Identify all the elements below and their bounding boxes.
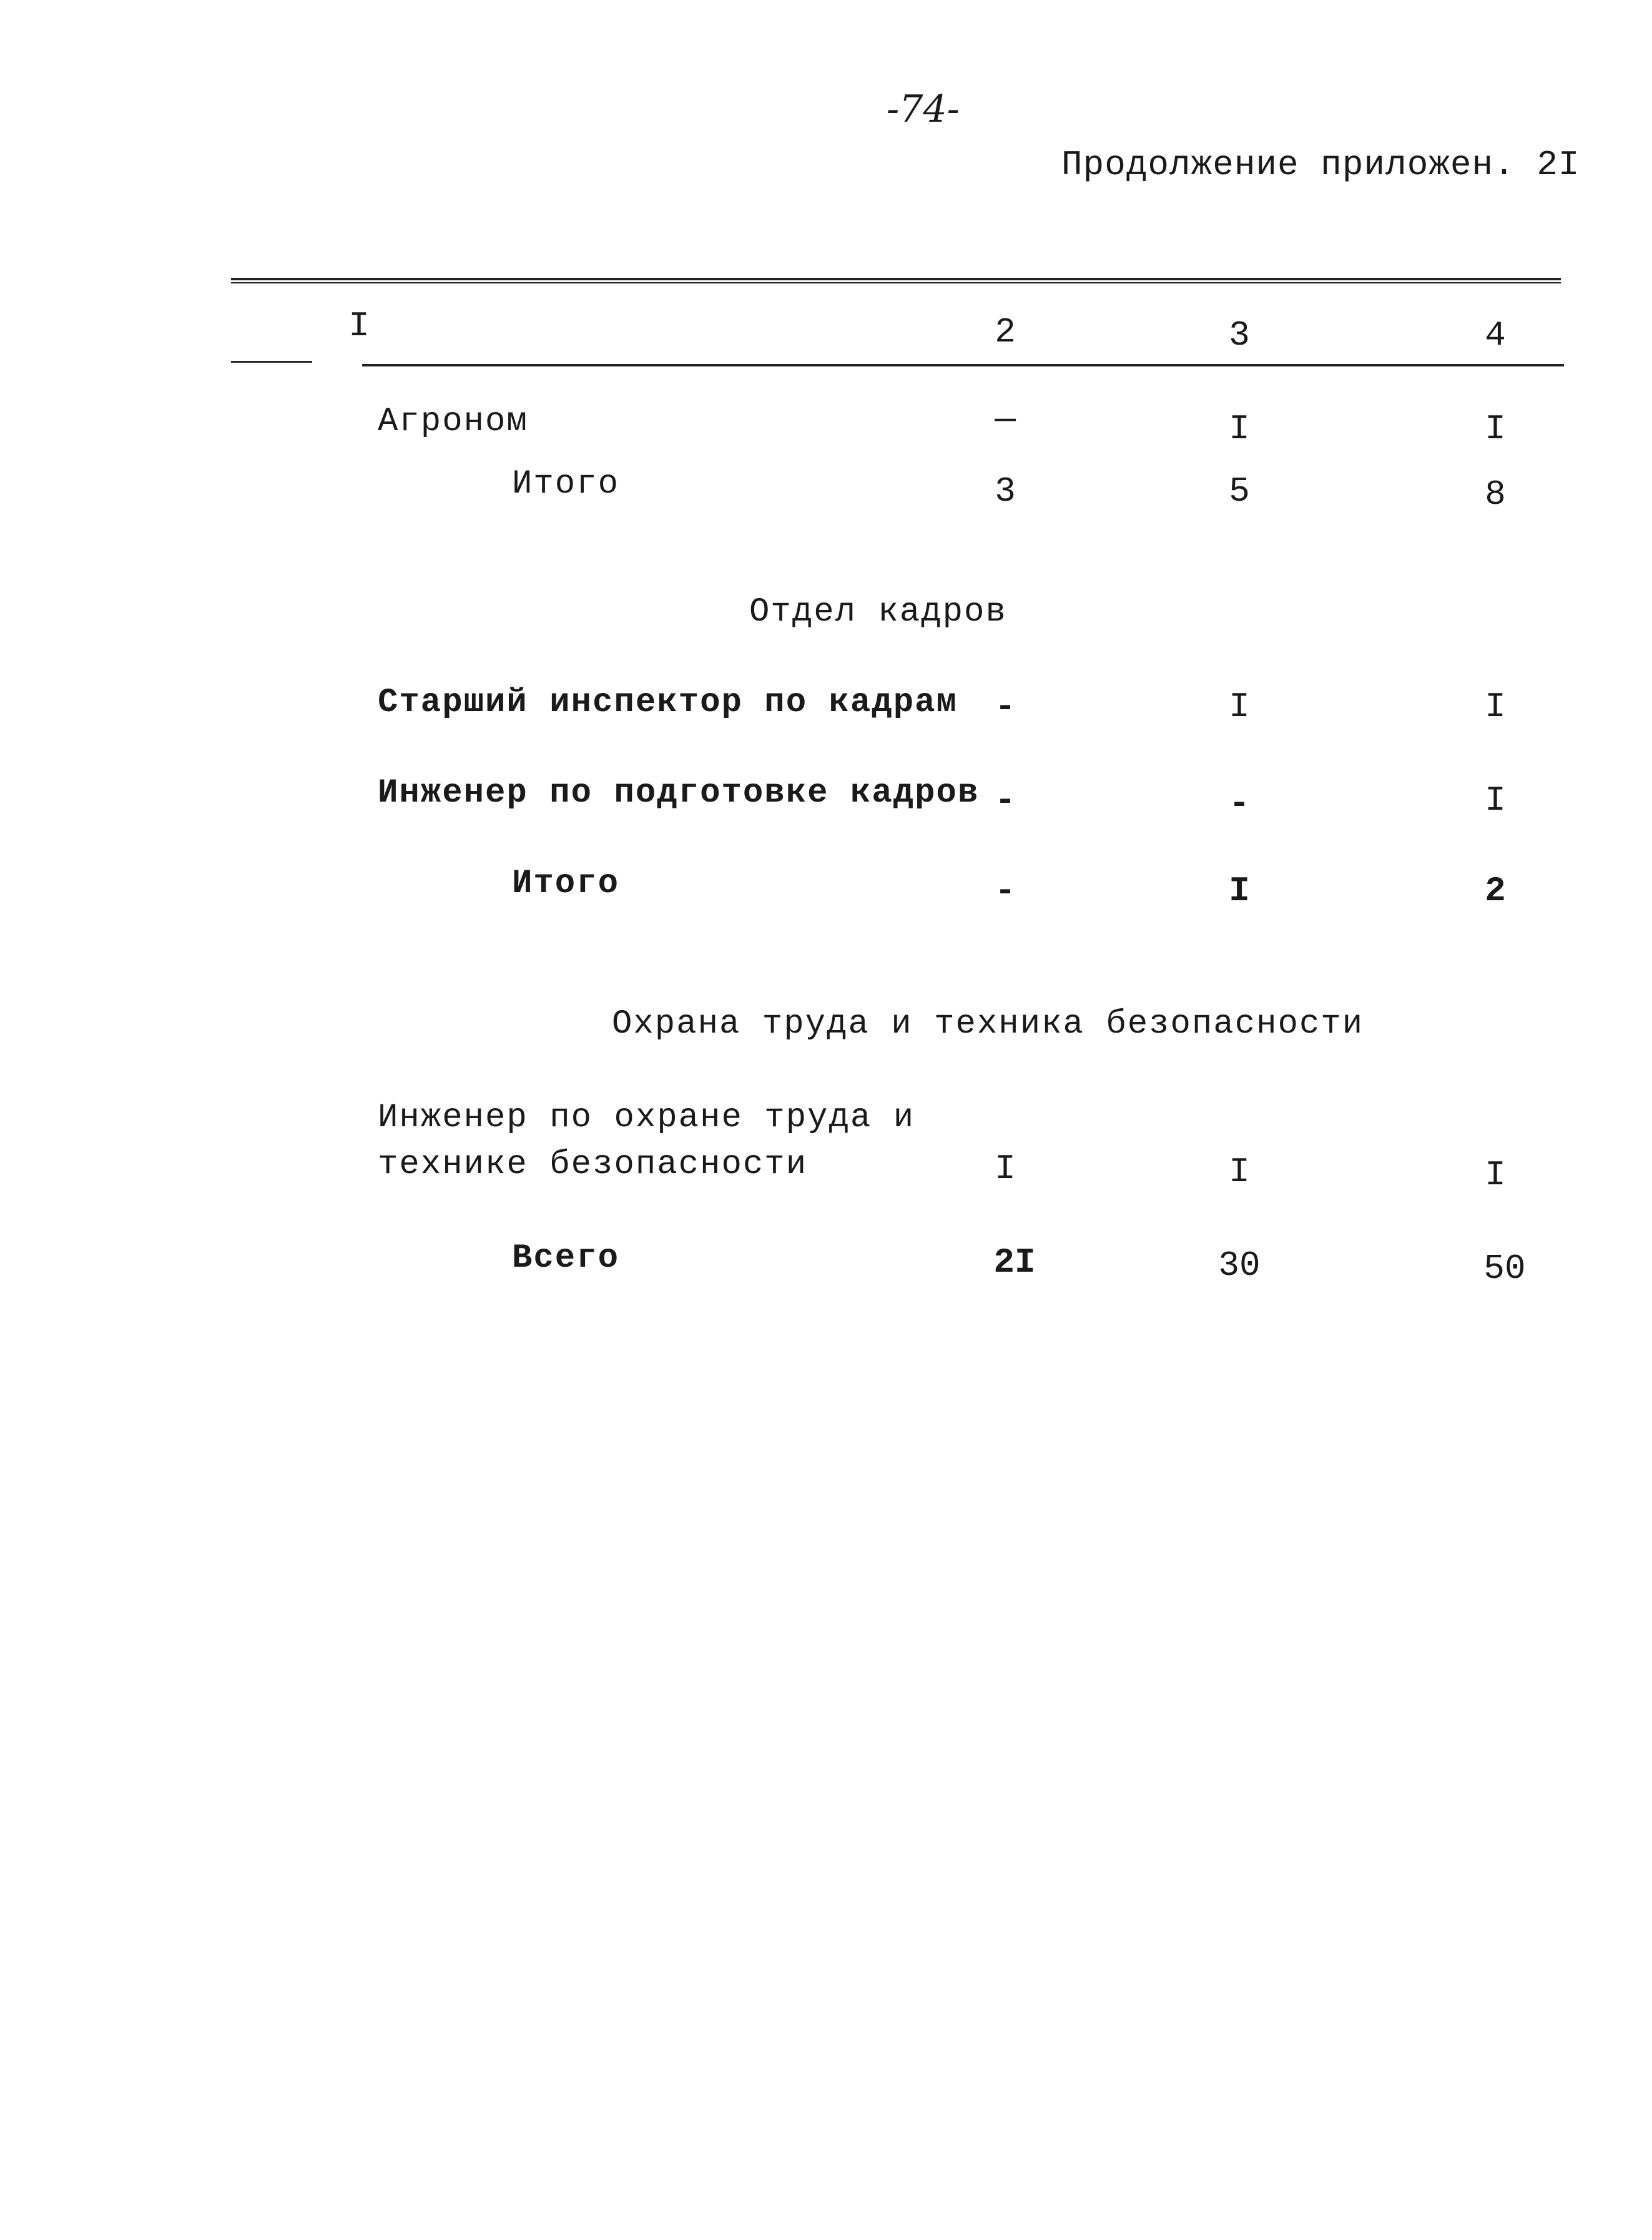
cell-col-2: - xyxy=(995,780,1016,820)
cell-col-3: 5 xyxy=(1229,471,1250,511)
header-col-2: 2 xyxy=(995,312,1016,352)
row-label-subtotal: Итого xyxy=(512,465,620,503)
row-label-line-2: технике безопасности xyxy=(378,1146,808,1184)
row-label-subtotal: Итого xyxy=(512,865,620,903)
cell-col-4: I xyxy=(1485,1155,1506,1195)
continuation-note: Продолжение приложен. 2I xyxy=(1061,145,1580,185)
cell-col-2: - xyxy=(995,687,1016,727)
cell-col-3: - xyxy=(1229,784,1250,823)
cell-col-4: I xyxy=(1485,687,1506,727)
row-label: Старший инспектор по кадрам xyxy=(378,684,958,722)
table-top-rule xyxy=(231,278,1561,280)
cell-col-3: I xyxy=(1229,409,1250,449)
cell-col-3: I xyxy=(1229,871,1250,911)
table-top-rule-thin xyxy=(231,282,1561,283)
header-col-3: 3 xyxy=(1229,315,1250,355)
cell-col-3: 30 xyxy=(1218,1245,1261,1285)
cell-col-4: 50 xyxy=(1483,1249,1526,1289)
row-label: Инженер по подготовке кадров xyxy=(378,774,980,812)
row-label: Агроном xyxy=(378,403,528,441)
cell-col-2: I xyxy=(995,1149,1016,1189)
row-label-line-1: Инженер по охране труда и xyxy=(378,1099,915,1137)
cell-col-4: 8 xyxy=(1485,474,1506,514)
header-col-4: 4 xyxy=(1485,315,1506,355)
row-label-total: Всего xyxy=(512,1239,620,1277)
cell-col-2: 2I xyxy=(993,1242,1036,1282)
cell-col-4: 2 xyxy=(1485,871,1506,911)
header-col-1: I xyxy=(348,306,370,346)
cell-col-4: I xyxy=(1485,780,1506,820)
cell-col-3: I xyxy=(1229,687,1250,727)
header-rule-right xyxy=(362,364,1564,366)
page-number: -74- xyxy=(887,87,960,131)
section-title-personnel: Отдел кадров xyxy=(749,593,1007,631)
cell-col-3: I xyxy=(1229,1152,1250,1192)
cell-col-4: I xyxy=(1485,409,1506,449)
section-title-safety: Охрана труда и техника безопасности xyxy=(612,1005,1364,1043)
header-rule-left xyxy=(231,361,312,363)
cell-col-2: - xyxy=(995,871,1016,911)
cell-col-2: — xyxy=(995,400,1016,440)
cell-col-2: 3 xyxy=(995,471,1016,511)
